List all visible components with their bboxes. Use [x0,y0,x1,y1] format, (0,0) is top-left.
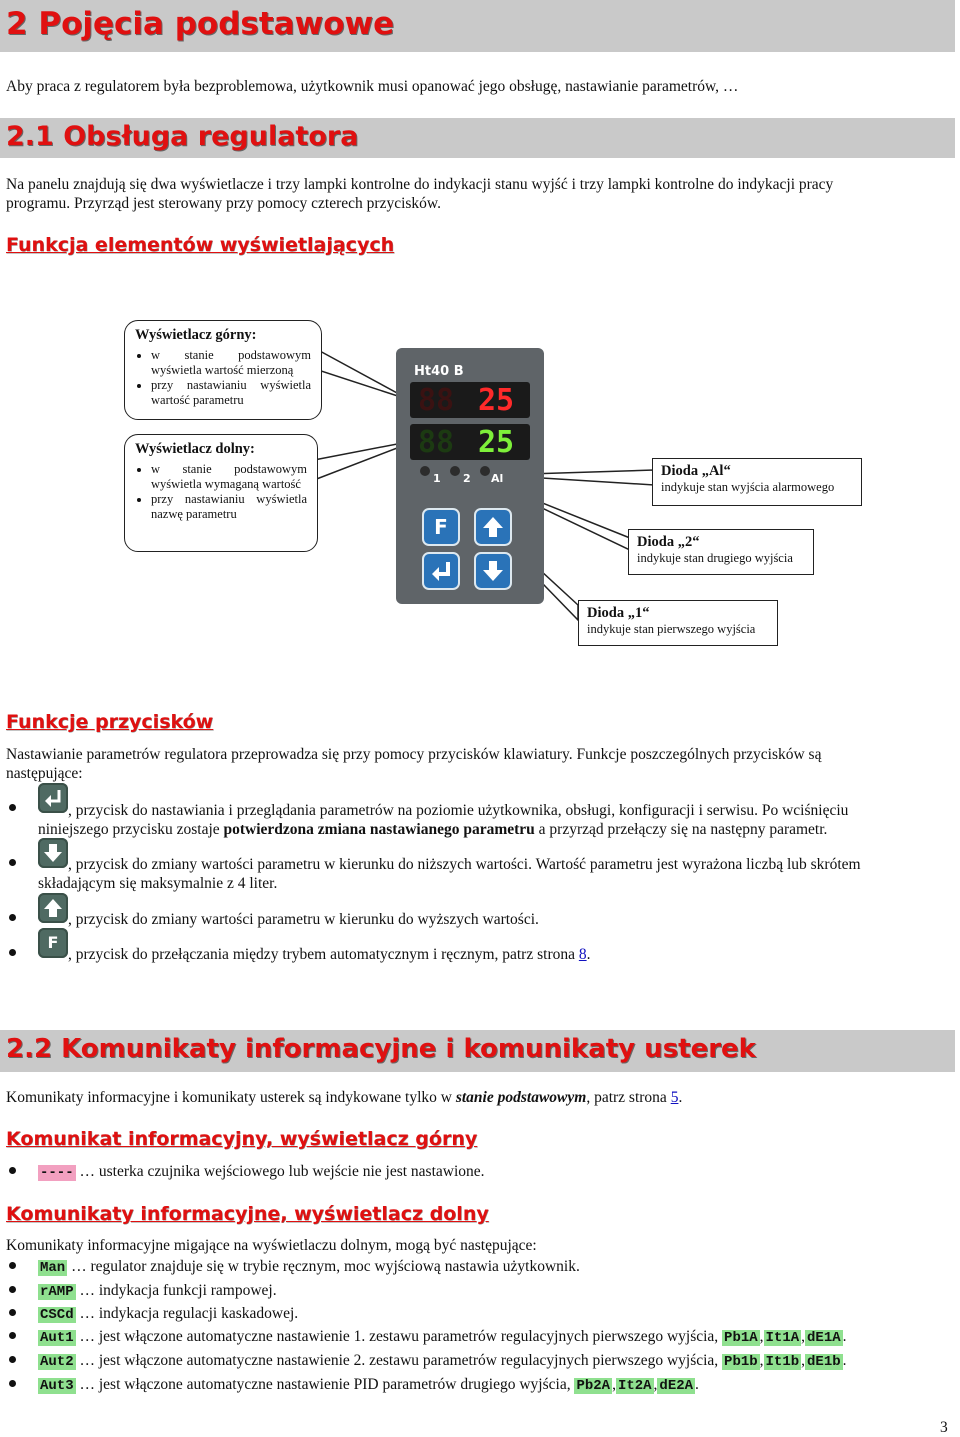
callout-d2-title: Dioda „2“ [637,534,700,550]
callout-upper-list [135,348,311,408]
bullet [9,1356,16,1363]
list-item: • w stanie podstawowym wyświetla wymaganą wartość [151,462,307,492]
callout-led-1 [578,600,778,646]
bullet [9,804,16,811]
bullet [9,1309,16,1316]
upper-display-dim-digits: 88 [418,383,455,418]
f-key-icon: F [38,928,68,958]
list-item: • w stanie podstawowym wyświetla wartość mierzoną [151,348,311,378]
lower-display-value: 25 [478,425,515,460]
bullet [9,1262,16,1269]
subsection-display-functions: Funkcja elementów wyświetlających [6,234,395,256]
s21-para-line1: Na panelu znajdują się dwa wyświetlacze i trzy lampki kontrolne do indykacji stanu wyjść i trzy lampki kontrolne do indykacji pracy [6,176,834,193]
bullet [9,1167,16,1174]
up-key-line: , przycisk do zmiany wartości parametru w kierunku do wyższych wartości. [68,911,539,928]
callout-led-2 [628,529,814,575]
upper-display [410,382,530,418]
intro-text: Aby praca z regulatorem była bezproblemowa, użytkownik musi opanować jego obsługę, nastawianie parametrów, … [6,78,739,95]
callout-upper-display [124,320,322,420]
callout-d2-desc: indykuje stan drugiego wyjścia [637,551,793,565]
subsection-key-functions: Funkcje przycisków [6,711,214,733]
section-heading-bar [0,1030,955,1072]
enter-key-bold: potwierdzona zmiana nastawianego parametru [223,821,535,838]
s22-para: Komunikaty informacyjne i komunikaty usterek są indykowane tylko w stanie podstawowym, patrz strona 5. [6,1089,683,1106]
page-link-5[interactable]: 5 [670,1089,679,1106]
list-item: • przy nastawianiu wyświetla wartość parametru [151,378,311,408]
section-heading-bar [0,118,955,158]
up-key-icon [38,893,68,923]
led-1-label: 1 [433,472,441,485]
code-dashes: ---- [40,1165,74,1181]
bullet [9,1286,16,1293]
list-item: Man … regulator znajduje się w trybie ręcznym, moc wyjściową nastawia użytkownik. [40,1258,580,1276]
device-enter-button[interactable] [422,552,460,590]
list-item: Aut2 … jest włączone automatyczne nastawienie 2. zestawu parametrów regulacyjnych pierwszego wyjścia, Pb1b , It1b , dE1b . [40,1352,847,1370]
list-item: • przy nastawianiu wyświetla nazwę parametru [151,492,307,522]
bullet [9,914,16,921]
callout-lower-title: Wyświetlacz dolny: [135,441,255,457]
arrow-up-icon [476,510,510,544]
led-al [480,466,490,476]
enter-key-icon [38,783,68,813]
callout-d1-title: Dioda „1“ [587,605,650,621]
s21-para-line2: programu. Przyrząd jest sterowany przy pomocy czterech przycisków. [6,195,441,212]
lower-messages-intro: Komunikaty informacyjne migające na wyświetlaczu dolnym, mogą być następujące: [6,1237,537,1254]
enter-icon [424,554,458,588]
down-key-line1: , przycisk do zmiany wartości parametru w kierunku do niższych wartości. Wartość parametru jest wyrażona liczbą lub skrótem [68,856,861,873]
bullet [9,949,16,956]
callout-upper-title: Wyświetlacz górny: [135,327,257,343]
upper-message-item: ---- … usterka czujnika wejściowego lub wejście nie jest nastawione. [40,1163,485,1181]
list-item: CSCd … indykacja regulacji kaskadowej. [40,1305,299,1323]
arrow-down-icon [476,554,510,588]
callout-lower-list [135,462,307,522]
list-item: Aut3 … jest włączone automatyczne nastawienie PID parametrów drugiego wyjścia, Pb2A , It2A , dE2A . [40,1376,699,1394]
down-key-icon [38,838,68,868]
callout-lower-display [124,434,318,552]
led-2 [450,466,460,476]
bullet [9,859,16,866]
callout-led-al [652,458,862,506]
device-up-button[interactable] [474,508,512,546]
page-link-8[interactable]: 8 [578,946,587,963]
subsection-upper-messages: Komunikat informacyjny, wyświetlacz górny [6,1128,478,1150]
enter-key-line2: niniejszego przycisku zostaje potwierdzona zmiana nastawianego parametru a przyrząd przełączy się na następny parametr. [38,821,828,838]
callout-al-desc: indykuje stan wyjścia alarmowego [661,480,835,494]
chapter-heading-bar [0,0,955,52]
callout-al-title: Dioda „Al“ [661,463,731,479]
down-key-line2: składającym się maksymalnie z 4 liter. [38,875,278,892]
page-number: 3 [940,1419,948,1436]
section-title-2-2: 2.2 Komunikaty informacyjne i komunikaty usterek [6,1034,756,1064]
bullet [9,1332,16,1339]
keys-intro-line2: następujące: [6,765,83,782]
list-item: Aut1 … jest włączone automatyczne nastawienie 1. zestawu parametrów regulacyjnych pierwszego wyjścia, Pb1A , It1A , dE1A . [40,1328,847,1346]
upper-display-value: 25 [478,383,515,418]
callout-d1-desc: indykuje stan pierwszego wyjścia [587,622,756,636]
lower-display [410,424,530,460]
device-model-label: Ht40 B [414,364,464,379]
led-1 [420,466,430,476]
subsection-lower-messages: Komunikaty informacyjne, wyświetlacz dolny [6,1203,489,1225]
device-f-button[interactable]: F [422,508,460,546]
bullet [9,1380,16,1387]
keys-intro-line1: Nastawianie parametrów regulatora przeprowadza się przy pomocy przycisków klawiatury. Funkcje poszczególnych przycisków są [6,746,822,763]
enter-key-line1: , przycisk do nastawiania i przeglądania parametrów na poziomie użytkownika, obsługi, konfiguracji i serwisu. Po wciśnięciu [68,802,849,819]
s22-emphasis: stanie podstawowym [455,1089,587,1106]
controller-front-panel [396,348,544,604]
device-down-button[interactable] [474,552,512,590]
lower-display-dim-digits: 88 [418,425,455,460]
list-item: rAMP … indykacja funkcji rampowej. [40,1282,277,1300]
f-key-line: , przycisk do przełączania między trybem automatycznym i ręcznym, patrz strona 8. [68,946,591,963]
chapter-title: 2 Pojęcia podstawowe [6,6,395,42]
led-al-label: Al [491,472,504,485]
section-title-2-1: 2.1 Obsługa regulatora [6,121,359,152]
led-2-label: 2 [463,472,471,485]
